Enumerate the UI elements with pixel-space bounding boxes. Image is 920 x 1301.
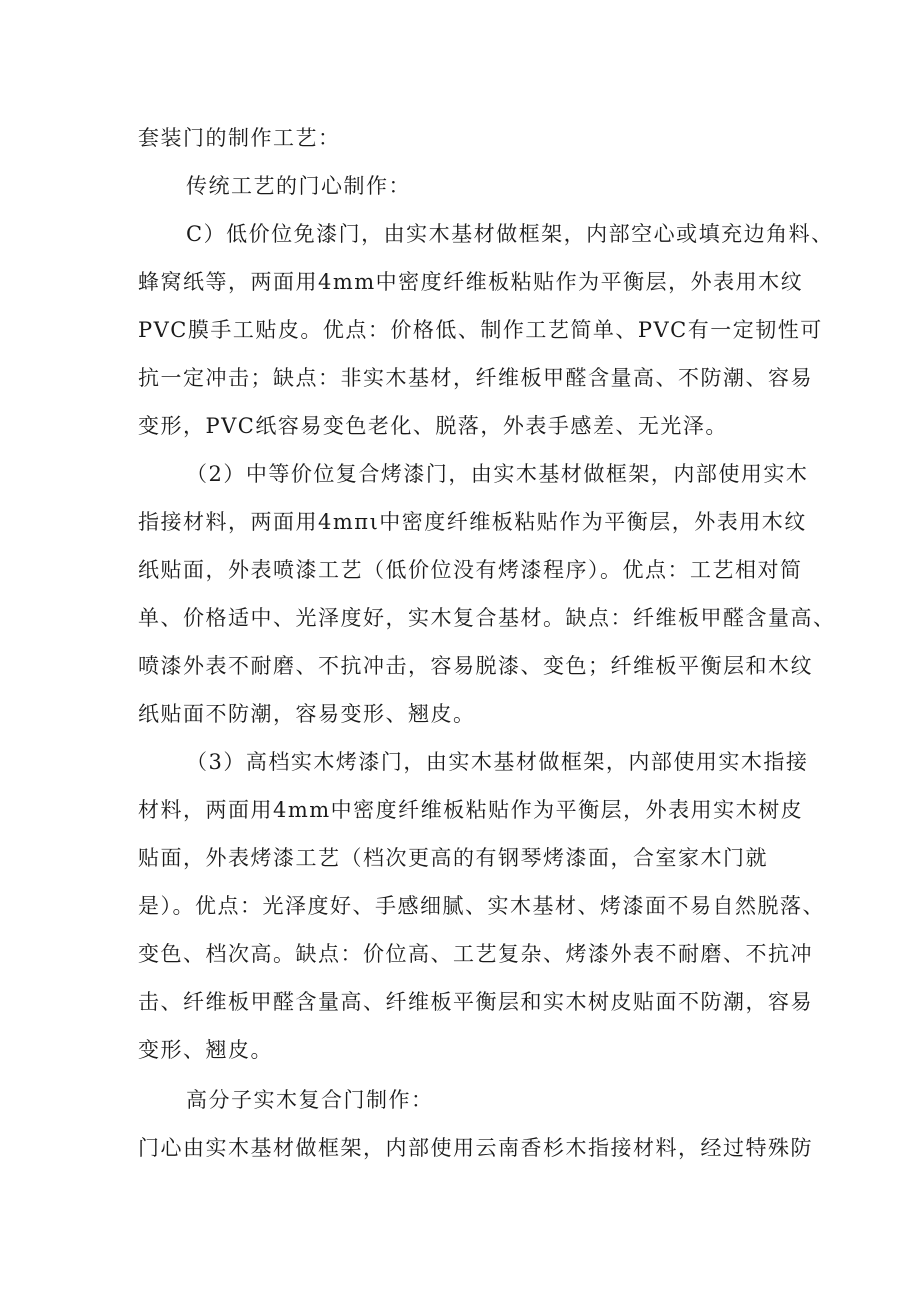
paragraph-line: 指接材料，两面用4mπι中密度纤维板粘贴作为平衡层，外表用木纹 [138,510,807,534]
paragraph-line: （3）高档实木烤漆门，由实木基材做框架，内部使用实木指接 [186,750,809,774]
paragraph-line: 纸贴面不防潮，容易变形、翘皮。 [138,702,476,726]
paragraph-line: 门心由实木基材做框架，内部使用云南香杉木指接材料，经过特殊防 [138,1136,813,1160]
paragraph-line: 是）。优点：光泽度好、手感细腻、实木基材、烤漆面不易自然脱落、 [138,894,825,918]
subsection-heading: 传统工艺的门心制作： [186,174,411,198]
paragraph-line: 单、价格适中、光泽度好，实木复合基材。缺点：纤维板甲醛含量高、 [138,606,836,630]
subsection-heading: 高分子实木复合门制作： [186,1088,434,1112]
paragraph-line: （2）中等价位复合烤漆门，由实木基材做框架，内部使用实木 [186,462,809,486]
paragraph-line: 喷漆外表不耐磨、不抗冲击，容易脱漆、变色；纤维板平衡层和木纹 [138,654,813,678]
paragraph-line: 变形，PVC纸容易变色老化、脱落，外表手感差、无光泽。 [138,414,728,438]
paragraph-line: 蜂窝纸等，两面用4mm中密度纤维板粘贴作为平衡层，外表用木纹 [138,270,804,294]
paragraph-line: 纸贴面，外表喷漆工艺（低价位没有烤漆程序）。优点：工艺相对简 [138,558,803,582]
paragraph-line: 材料，两面用4mm中密度纤维板粘贴作为平衡层，外表用实木树皮 [138,798,804,822]
paragraph-line: 变形、翘皮。 [138,1038,273,1062]
paragraph-line: C）低价位免漆门，由实木基材做框架，内部空心或填充边角料、 [186,222,834,246]
paragraph-line: 变色、档次高。缺点：价位高、工艺复杂、烤漆外表不耐磨、不抗冲 [138,942,813,966]
paragraph-line: 抗一定冲击；缺点：非实木基材，纤维板甲醛含量高、不防潮、容易 [138,366,813,390]
section-heading: 套装门的制作工艺： [138,126,341,150]
paragraph-line: PVC膜手工贴皮。优点：价格低、制作工艺简单、PVC有一定韧性可 [138,318,823,342]
paragraph-line: 击、纤维板甲醛含量高、纤维板平衡层和实木树皮贴面不防潮，容易 [138,990,813,1014]
paragraph-line: 贴面，外表烤漆工艺（档次更高的有钢琴烤漆面，合室家木门就 [138,846,768,870]
